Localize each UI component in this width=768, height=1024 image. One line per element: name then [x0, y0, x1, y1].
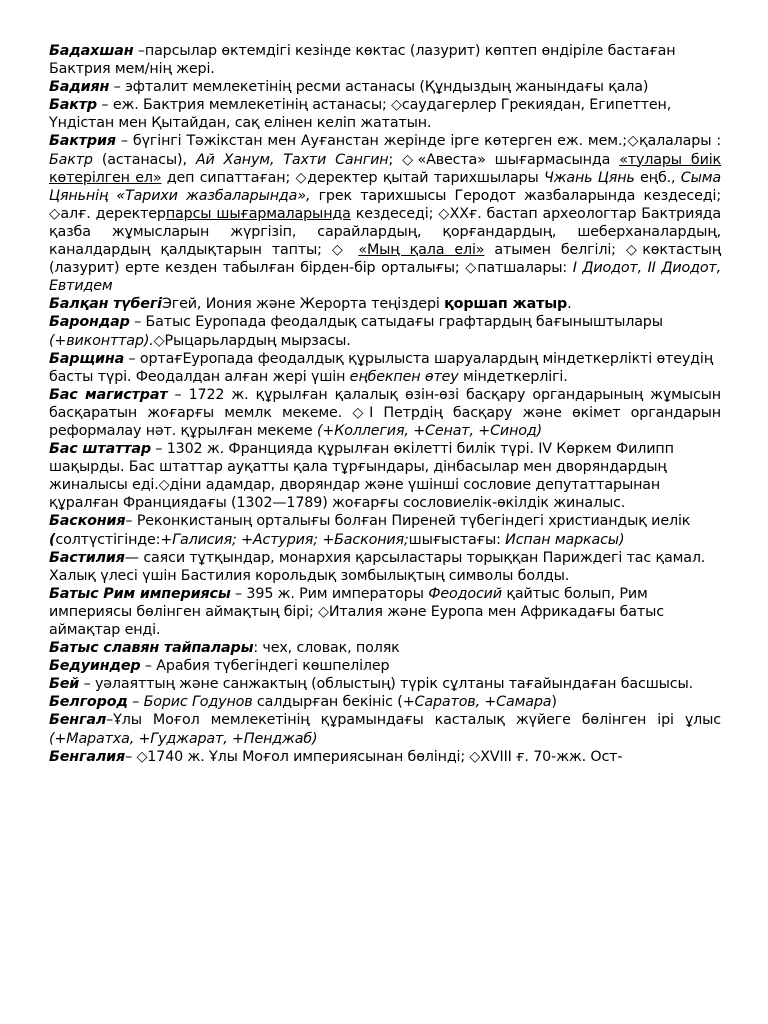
entry-term: Белгород: [49, 694, 128, 711]
entry-term: Бактр: [49, 97, 98, 114]
entry-bas-magistrat: [49, 386, 721, 440]
entry-term: Балқан түбегі: [49, 296, 162, 313]
entry-text: кездеседі; ◇ХХғ. бастап археологтар Бактрияда қазба жұмысларын жүргізіп, сарайлардың, қорғандардың, шеберханалардың, каналдардың қалдықтарын тапты; ◇: [49, 205, 722, 259]
entry-term: Барондар: [49, 314, 130, 331]
italic-text: Феодосий: [428, 585, 502, 602]
italic-text: Чжань Цянь: [543, 169, 635, 186]
entry-baskoniya: [49, 512, 721, 548]
italic-text: Сыма Цяньнің «Тарихи жазбаларында»,: [49, 169, 722, 204]
entry-text: – Арабия түбегіндегі көшпелілер: [140, 658, 390, 675]
entry-badakhshan: [49, 42, 721, 78]
entry-text: – еж. Бактрия мемлекетінің астанасы; ◇саудагерлер Грекиядан, Египеттен, Үндістан мен Қытайдан, сақ елінен келіп жататын.: [49, 97, 672, 132]
entry-barondar: [49, 313, 721, 349]
underlined-text: парсы шығармаларында: [165, 205, 351, 222]
entry-text: – 395 ж. Рим императоры: [230, 585, 429, 602]
entry-balkan: [49, 295, 721, 313]
entry-text: –Ұлы Моғол мемлекетінің құрамындағы касталық жүйеге бөлінген ірі ұлыс: [106, 712, 721, 729]
entry-text: (астанасы),: [92, 151, 196, 168]
entry-text: Эгей, Иония және Жерорта теңіздері: [161, 296, 445, 313]
entry-text: – Батыс Еуропада феодалдық сатыдағы графтардың бағыныштылары: [129, 314, 663, 331]
italic-text: Ай Ханум, Тахти Сангин: [195, 151, 389, 168]
entry-term: (: [49, 531, 56, 548]
italic-text: +Галисия; +Астурия; +Баскония;: [160, 531, 409, 548]
entry-batys-rim: [49, 585, 721, 639]
entry-barshchina: [49, 350, 721, 386]
entry-beduinder: [49, 657, 721, 675]
entry-text: атымен белгілі; ◇көктастың (лазурит) ерте кезден табылған бірден-бір орталығы; ◇патшалары:: [49, 242, 721, 277]
entry-text: солтүстігінде:: [55, 531, 161, 548]
entry-baktriya: [49, 132, 721, 295]
italic-text: Борис Годунов: [143, 694, 253, 711]
entry-text: еңб.,: [634, 169, 681, 186]
entry-term: Бей: [49, 676, 80, 693]
italic-text: I Диодот, II Диодот, Евтидем: [49, 260, 721, 295]
glossary-page: [49, 42, 721, 766]
entry-text: – эфталит мемлекетінің ресми астанасы (Құндыздың жанындағы қала): [109, 79, 649, 96]
underlined-text: «тулары биік көтерілген ел»: [49, 151, 722, 186]
entry-baktr: [49, 96, 721, 132]
italic-text: Бактр: [49, 151, 93, 168]
italic-text: еңбекпен өтеу: [349, 368, 459, 385]
entry-term: Бадахшан: [49, 43, 134, 59]
entry-text: – 1302 ж. Францияда құрылған өкілетті билік түрі. IV Көркем Филипп шақырды. Бас штаттар ауқатты қала тұрғындары, дінбасылар мен дворяндардың жиналысы еді.◇діни адамдар, дворяндар және үшінші сословие депутаттарынан құралған Франциядағы (1302—1789) жоғарғы сословиелік-өкілдік жиналыс.: [49, 441, 674, 512]
entry-text: – уәлаяттың және санжактың (облыстың) түрік сұлтаны тағайындаған басшысы.: [79, 676, 694, 693]
entry-term: Бедуиндер: [49, 658, 141, 675]
entry-text: деп сипаттаған; ◇деректер қытай тарихшылары: [161, 169, 544, 186]
entry-text: –парсылар өктемдігі кезінде көктас (лазурит) көптеп өндіріле бастаған Бактрия мем/нің жері.: [49, 43, 676, 78]
entry-term: Бактрия: [49, 133, 116, 150]
entry-term: Бенгалия: [49, 748, 126, 765]
entry-text: ): [551, 694, 557, 711]
entry-bengaliya: [49, 748, 721, 766]
italic-text: +Саратов, +Самара: [402, 694, 552, 711]
entry-text: – бүгінгі Тәжікстан мен Ауғанстан жерінде ірге көтерген еж. мем.;◇қалалары :: [115, 133, 721, 150]
entry-term: Бас магистрат: [49, 386, 168, 403]
entry-term: Баскония: [49, 513, 126, 530]
entry-term: Батыс Рим империясы: [49, 585, 231, 602]
entry-badiyan: [49, 78, 721, 96]
entry-bas-shtattar: [49, 440, 721, 512]
entry-bastiliya: [49, 549, 721, 585]
entry-term: Бадиян: [49, 79, 110, 96]
entry-text: міндеткерлігі.: [458, 368, 568, 385]
entry-text: салдырған бекініс (: [252, 694, 403, 711]
entry-text: ◇Рыцарьлардың мырзасы.: [153, 332, 351, 349]
entry-text: қайтыс болып, Рим империясы бөлінген аймақтың бірі; ◇Италия және Еуропа мен Африкадағы батыс аймақтар енді.: [49, 585, 664, 638]
entry-text: – Реконкистаның орталығы болған Пиреней түбегіндегі христиандық иелік: [125, 513, 691, 530]
italic-text: (+Коллегия, +Сенат, +Синод): [316, 422, 543, 439]
entry-text: грек тарихшысы Геродот жазбаларында кездеседі; ◇алғ. деректер: [49, 187, 722, 222]
entry-term: Батыс славян тайпалары: [49, 640, 254, 657]
entry-bengal: [49, 711, 721, 747]
entry-belgorod: [49, 693, 721, 711]
entry-term: Бас штаттар: [49, 441, 151, 458]
entry-text: –: [127, 694, 144, 711]
entry-text: – ◇1740 ж. Ұлы Моғол империясынан бөлінді; ◇XVIII ғ. 70-жж. Ост-: [125, 748, 623, 765]
entry-text: шығыстағы:: [408, 531, 506, 548]
entry-text: – ортағЕуропада феодалдық құрылыста шаруалардың міндеткерлікті өтеудің басты түрі. Феодалдан алған жері үшін: [49, 350, 714, 385]
entry-term: Бенгал: [49, 712, 107, 729]
entry-term: Бастилия: [49, 549, 125, 566]
entry-text: .: [567, 296, 572, 313]
underlined-text: «Мың қала елі»: [358, 242, 485, 259]
entry-batys-slavyan: [49, 639, 721, 657]
italic-text: (+виконттар).: [49, 332, 154, 349]
italic-text: Испан маркасы): [505, 531, 625, 548]
entry-text: – 1722 ж. құрылған қалалық өзін-өзі басқару органдарының жұмысын басқаратын жоғарғы мемлк мекеме. ◇I Петрдің басқару және өкімет органдарын реформалау нәт. құрылған мекеме: [49, 386, 721, 439]
entry-bei: [49, 675, 721, 693]
entry-term: Барщина: [49, 350, 125, 367]
entry-text: ; ◇«Авеста» шығармасында: [388, 151, 620, 168]
italic-text: (+Маратха, +Гуджарат, +Пенджаб): [49, 730, 318, 747]
entry-text: : чех, словак, поляк: [253, 640, 400, 657]
bold-text: қоршап жатыр: [444, 296, 568, 313]
entry-text: — саяси тұтқындар, монархия қарсыластары торыққан Париждегі тас қамал. Халық үлесі үшін Бастилия корольдық зомбылықтың символы болды.: [49, 549, 706, 584]
